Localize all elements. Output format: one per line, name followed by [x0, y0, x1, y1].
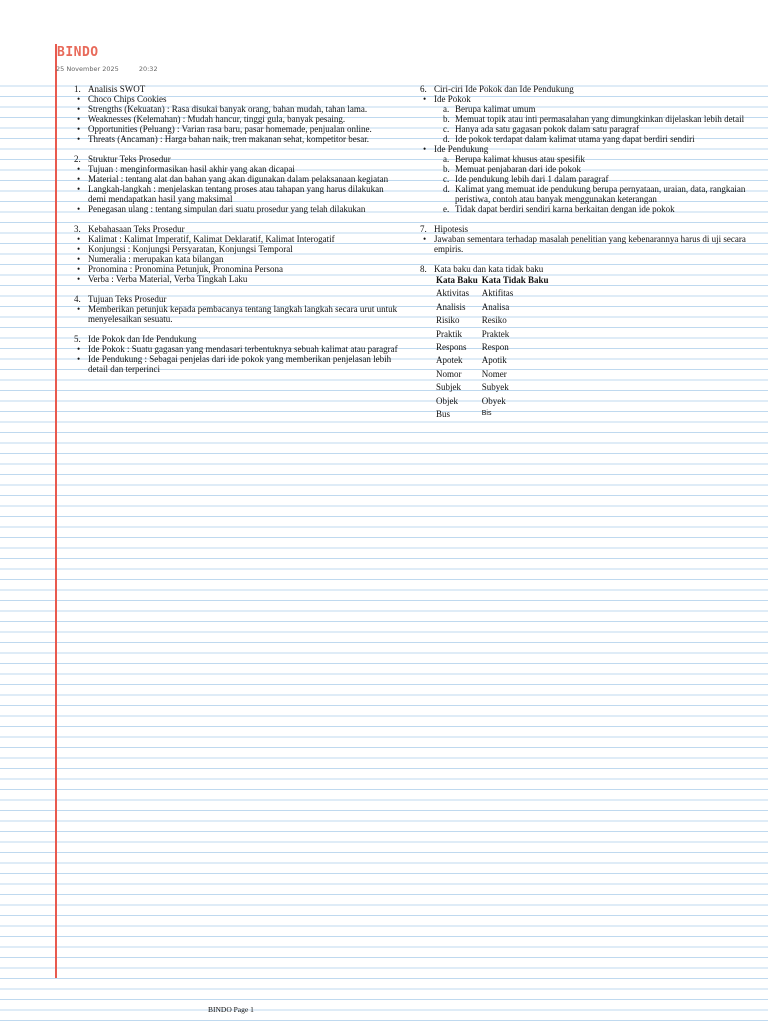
- section-number: 2.: [74, 154, 81, 164]
- list-item: • Threats (Ancaman) : Harga bahan naik, tren makanan sehat, kompetitor besar.: [88, 134, 400, 144]
- alpha-item: [434, 154, 768, 164]
- alpha-list: [434, 154, 768, 214]
- list-item: • Jawaban sementara terhadap masalah penelitian yang kebenarannya harus di uji secara empiris.: [434, 234, 768, 254]
- alpha-text: Memuat penjabaran dari ide pokok: [455, 164, 581, 174]
- alpha-label: d.: [443, 134, 450, 144]
- page-title: BINDO: [57, 45, 99, 60]
- cell-baku: Subjek: [436, 382, 462, 393]
- list-item: • Weaknesses (Kelemahan) : Mudah hancur, tinggi gula, banyak pesaing.: [88, 114, 400, 124]
- alpha-text: Ide pendukung lebih dari 1 dalam paragraf: [455, 174, 609, 184]
- alpha-text: Hanya ada satu gagasan pokok dalam satu paragraf: [455, 124, 640, 134]
- margin-line: [55, 44, 57, 978]
- page-meta: [56, 65, 176, 73]
- cell-baku: Praktik: [436, 328, 462, 339]
- alpha-label: a.: [443, 154, 450, 164]
- section-number: 1.: [74, 84, 81, 94]
- bullet-list: [88, 94, 400, 144]
- cell-baku: Apotek: [436, 355, 463, 366]
- list-item: • Numeralia : merupakan kata bilangan: [88, 254, 400, 264]
- section-struktur: [70, 154, 400, 214]
- section-heading: Kebahasaan Teks Prosedur: [88, 224, 185, 234]
- alpha-text: Tidak dapat berdiri sendiri karna berkaitan dengan ide pokok: [455, 204, 675, 214]
- cell-tidak-baku: Apotik: [481, 355, 507, 366]
- alpha-item: [434, 204, 768, 214]
- alpha-text: Kalimat yang memuat ide pendukung berupa pernyataan, uraian, data, rangkaian peristiwa, contoh atau banyak menggunakan keterangan: [455, 184, 746, 204]
- alpha-item: [434, 174, 768, 184]
- section-kebahasaan: [70, 224, 400, 284]
- sub-heading: • Ide Pendukung: [434, 144, 489, 154]
- list-item: • Penegasan ulang : tentang simpulan dari suatu prosedur yang telah dilakukan: [88, 204, 400, 214]
- table-row: [436, 396, 552, 409]
- alpha-item: [434, 164, 768, 174]
- table-row: [436, 315, 552, 328]
- bullet-list: [434, 234, 768, 254]
- alpha-item: [434, 124, 768, 134]
- section-number: 7.: [420, 224, 427, 234]
- section-tujuan: [70, 294, 400, 324]
- table-row: [436, 369, 552, 382]
- cell-baku: Objek: [436, 395, 458, 406]
- cell-baku: Aktivitas: [436, 288, 469, 299]
- cell-baku: Nomor: [436, 368, 462, 379]
- section-number: 4.: [74, 294, 81, 304]
- section-heading: Ide Pokok dan Ide Pendukung: [88, 334, 197, 344]
- table-header-baku: Kata Baku: [436, 275, 478, 285]
- page-time: 20:32: [138, 65, 158, 73]
- list-item: • Ide Pendukung : Sebagai penjelas dari ide pokok yang memberikan penjelasan lebih detail dan terperinci: [88, 354, 400, 374]
- alpha-label: c.: [443, 124, 450, 134]
- list-item-ide-pendukung: [434, 144, 768, 214]
- cell-tidak-baku: Resiko: [481, 315, 507, 326]
- section-hipotesis: [416, 224, 768, 254]
- list-item: • Choco Chips Cookies: [88, 94, 400, 104]
- section-heading: Hipotesis: [434, 224, 469, 234]
- section-number: 3.: [74, 224, 81, 234]
- alpha-text: Ide pokok terdapat dalam kalimat utama yang dapat berdiri sendiri: [455, 134, 695, 144]
- section-number: 6.: [420, 84, 427, 94]
- list-item: • Memberikan petunjuk kepada pembacanya tentang langkah langkah secara urut untuk menyelesaikan sesuatu.: [88, 304, 400, 324]
- alpha-label: e.: [443, 204, 450, 214]
- cell-tidak-baku: Bis: [481, 409, 492, 417]
- alpha-text: Berupa kalimat umum: [455, 104, 536, 114]
- section-heading: Analisis SWOT: [88, 84, 146, 94]
- cell-tidak-baku: Nomer: [481, 368, 507, 379]
- list-item: • Kalimat : Kalimat Imperatif, Kalimat Deklaratif, Kalimat Interogatif: [88, 234, 400, 244]
- bullet-list: [88, 304, 400, 324]
- table-row: [436, 382, 552, 395]
- list-item: • Opportunities (Peluang) : Varian rasa baru, pasar homemade, penjualan online.: [88, 124, 400, 134]
- table-row: [436, 355, 552, 368]
- table-row: [436, 342, 552, 355]
- table-row: [436, 288, 552, 301]
- table-header-row: [436, 275, 552, 288]
- section-heading: Ciri-ciri Ide Pokok dan Ide Pendukung: [434, 84, 574, 94]
- alpha-item: [434, 184, 768, 204]
- alpha-label: b.: [443, 164, 450, 174]
- section-swot: [70, 84, 400, 144]
- alpha-text: Berupa kalimat khusus atau spesifik: [455, 154, 585, 164]
- kata-baku-table: [436, 275, 552, 422]
- list-item: • Langkah-langkah : menjelaskan tentang proses atau tahapan yang harus dilakukan demi mendapatkan hasil yang maksimal: [88, 184, 400, 204]
- alpha-label: a.: [443, 104, 450, 114]
- left-column: [70, 84, 400, 384]
- alpha-label: d.: [443, 184, 450, 194]
- alpha-label: b.: [443, 114, 450, 124]
- section-number: 5.: [74, 334, 81, 344]
- table-row: [436, 409, 552, 422]
- list-item: • Tujuan : menginformasikan hasil akhir yang akan dicapai: [88, 164, 400, 174]
- cell-baku: Bus: [436, 408, 451, 419]
- list-item: • Konjungsi : Konjungsi Persyaratan, Konjungsi Temporal: [88, 244, 400, 254]
- table-row: [436, 302, 552, 315]
- bullet-list: [88, 234, 400, 284]
- section-number: 8.: [420, 264, 427, 274]
- alpha-item: [434, 104, 768, 114]
- cell-tidak-baku: Obyek: [481, 395, 506, 406]
- list-item: • Pronomina : Pronomina Petunjuk, Pronomina Persona: [88, 264, 400, 274]
- bullet-list: [88, 344, 400, 374]
- alpha-label: c.: [443, 174, 450, 184]
- cell-tidak-baku: Aktifitas: [481, 288, 514, 299]
- sub-heading: • Ide Pokok: [434, 94, 471, 104]
- list-item-ide-pokok: [434, 94, 768, 144]
- section-ciri-ciri: [416, 84, 768, 214]
- section-kata-baku: [416, 264, 768, 422]
- list-item: • Ide Pokok : Suatu gagasan yang mendasari terbentuknya sebuah kalimat atau paragraf: [88, 344, 400, 354]
- list-item: • Material : tentang alat dan bahan yang akan digunakan dalam pelaksanaan kegiatan: [88, 174, 400, 184]
- cell-tidak-baku: Praktek: [481, 328, 510, 339]
- page-footer: BINDO Page 1: [208, 1005, 254, 1014]
- list-item: • Verba : Verba Material, Verba Tingkah Laku: [88, 274, 400, 284]
- section-heading: Struktur Teks Prosedur: [88, 154, 171, 164]
- cell-tidak-baku: Analisa: [481, 301, 510, 312]
- bullet-list: [88, 164, 400, 214]
- section-heading: Kata baku dan kata tidak baku: [434, 264, 544, 274]
- list-item: • Strengths (Kekuatan) : Rasa disukai banyak orang, bahan mudah, tahan lama.: [88, 104, 400, 114]
- alpha-text: Memuat topik atau inti permasalahan yang dimungkinkan dijelaskan lebih detail: [455, 114, 745, 124]
- table-header-tidak-baku: Kata Tidak Baku: [481, 275, 549, 285]
- alpha-item: [434, 114, 768, 124]
- right-column: [416, 84, 768, 432]
- section-ide-pokok: [70, 334, 400, 374]
- bullet-list: [434, 94, 768, 214]
- cell-tidak-baku: Subyek: [481, 382, 509, 393]
- cell-tidak-baku: Respon: [481, 341, 509, 352]
- cell-baku: Analisis: [436, 301, 466, 312]
- page-date: 25 November 2025: [56, 65, 119, 73]
- alpha-list: [434, 104, 768, 144]
- section-heading: Tujuan Teks Prosedur: [88, 294, 167, 304]
- table-row: [436, 329, 552, 342]
- cell-baku: Respons: [436, 341, 467, 352]
- alpha-item: [434, 134, 768, 144]
- cell-baku: Risiko: [436, 315, 460, 326]
